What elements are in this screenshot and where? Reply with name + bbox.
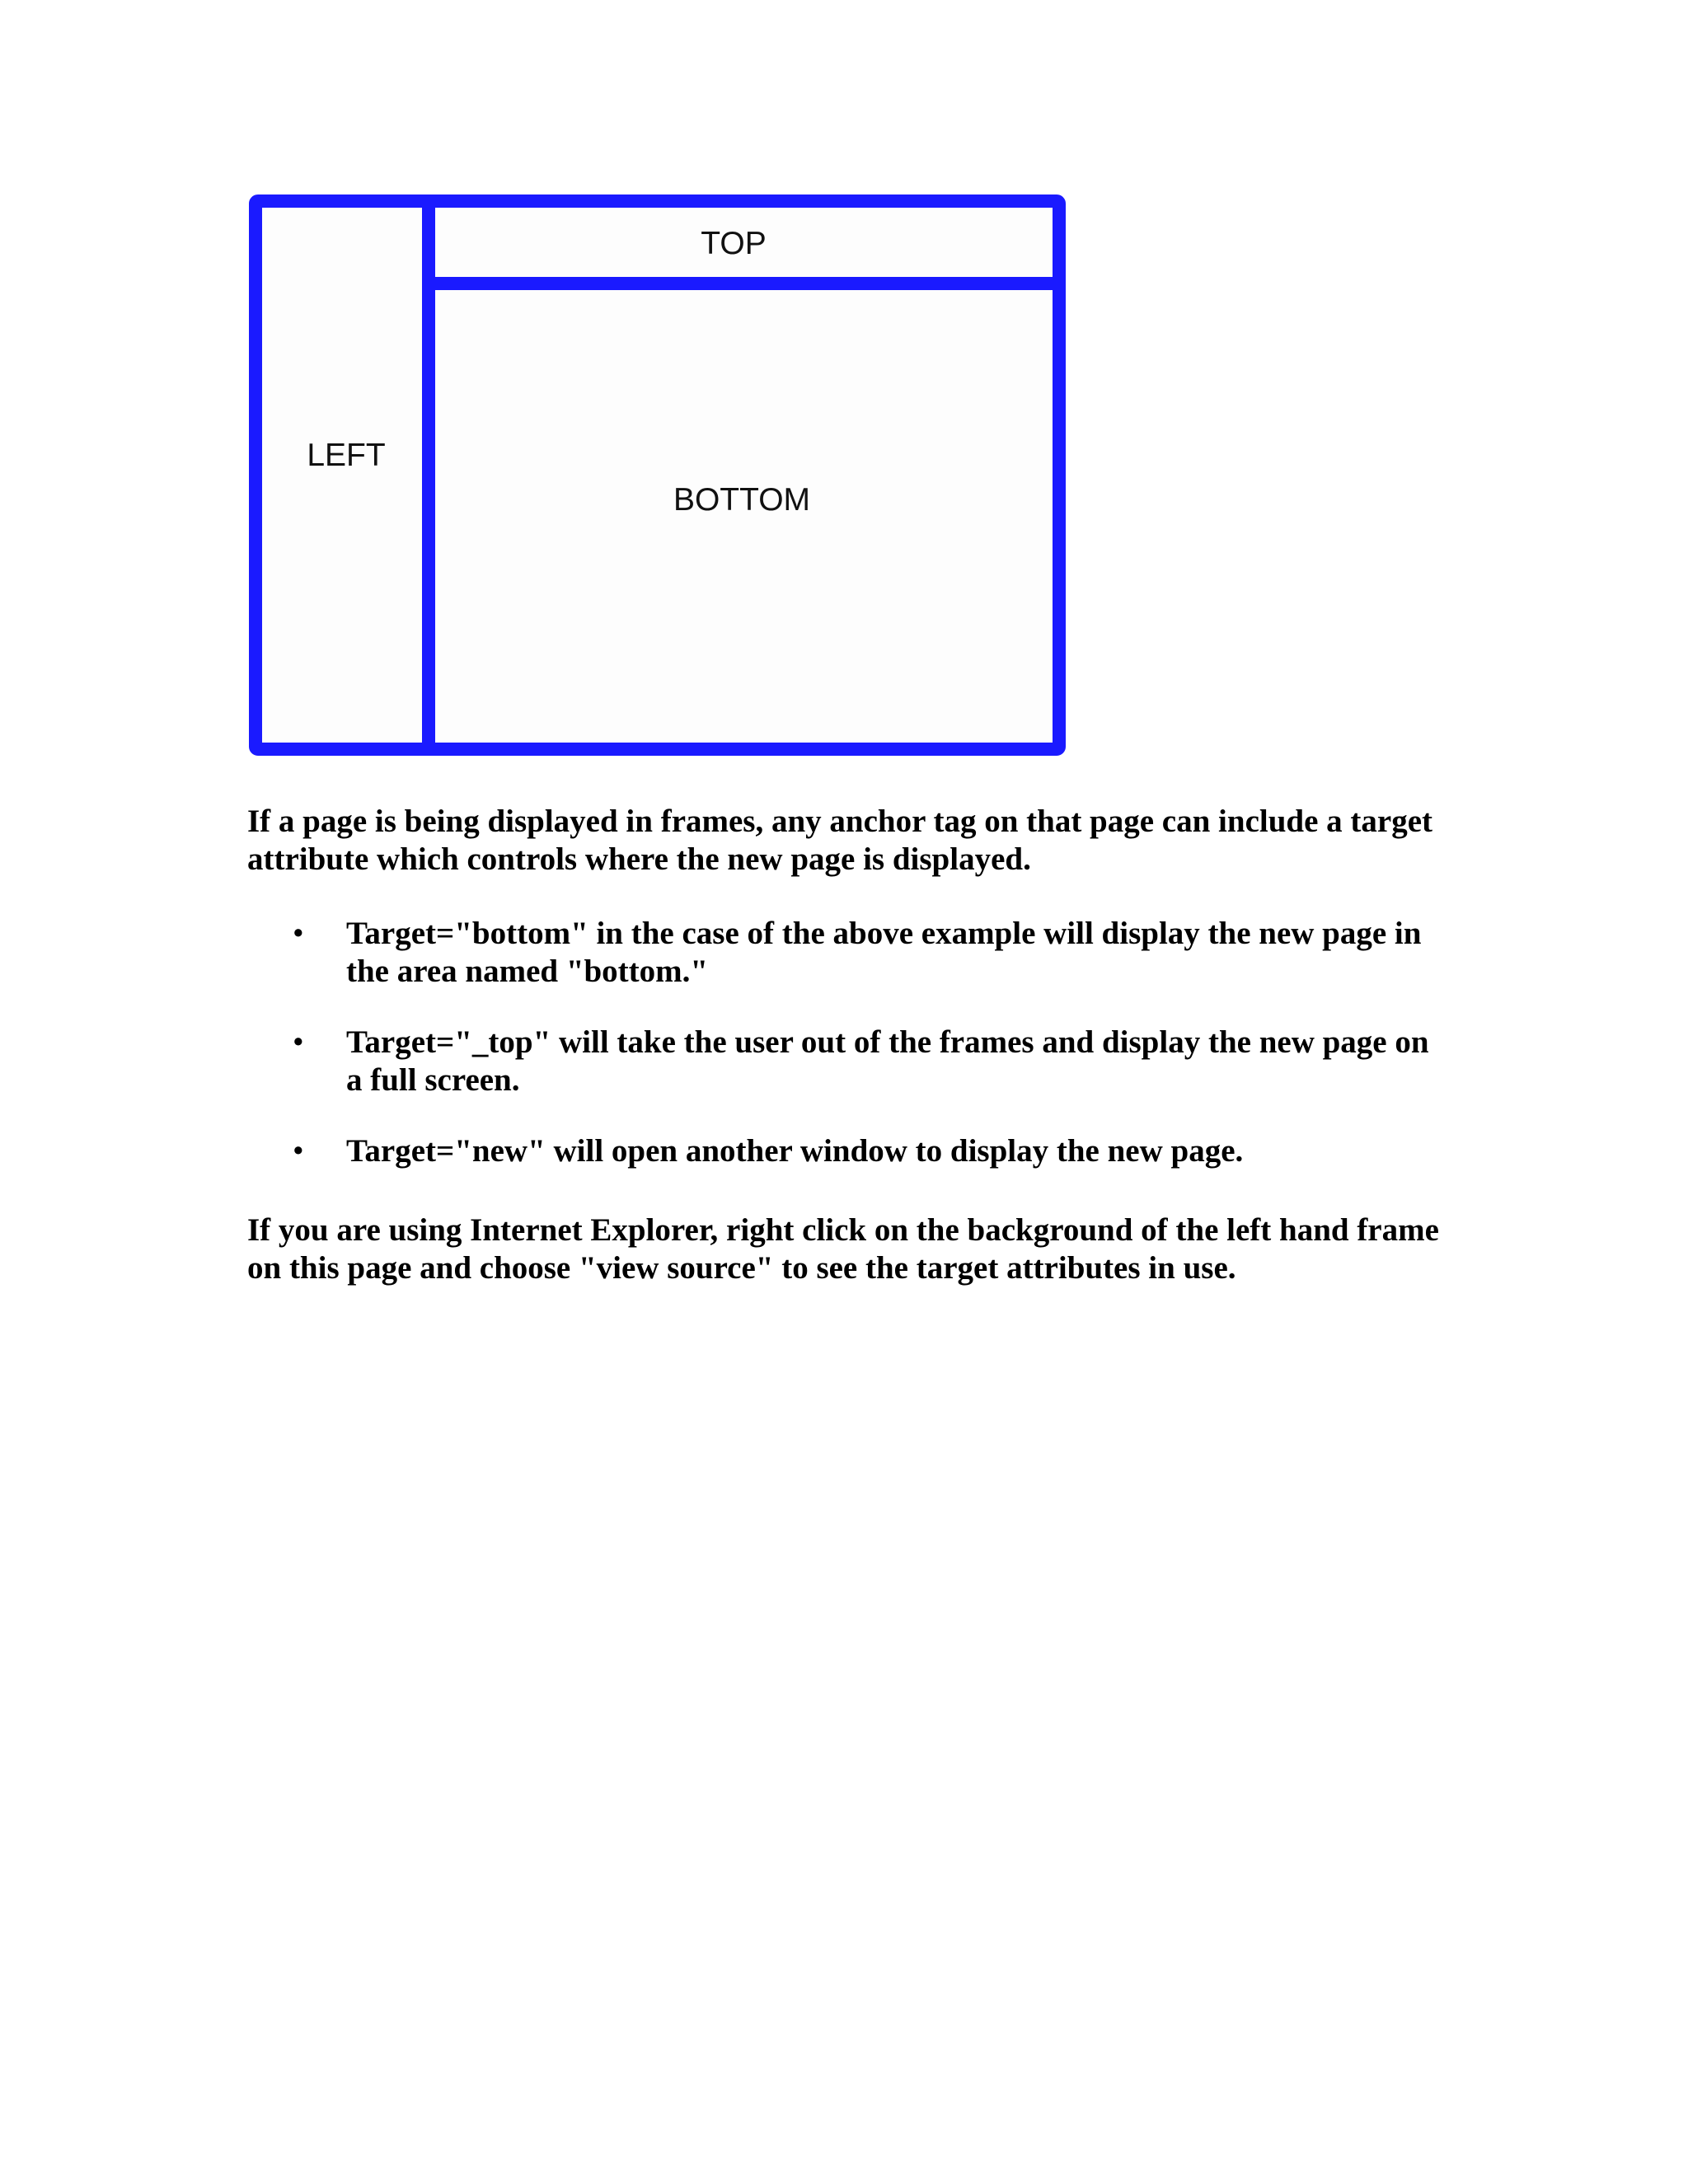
- list-item: [247, 915, 1451, 991]
- bottom-frame-label: BOTTOM: [673, 482, 811, 518]
- bullet-text: Target="new" will open another window to display the new page.: [346, 1133, 1244, 1169]
- target-bullet-list: [247, 915, 1451, 1203]
- top-frame-label: TOP: [701, 226, 767, 261]
- list-item: [247, 1132, 1451, 1170]
- frames-diagram: [249, 194, 1073, 763]
- left-frame-label: LEFT: [307, 438, 386, 473]
- bullet-marker: •: [293, 1133, 304, 1169]
- bullet-marker: •: [293, 1024, 304, 1060]
- list-item: [247, 1024, 1451, 1099]
- bullet-text: Target="_top" will take the user out of the frames and display the new page on a full screen.: [346, 1024, 1429, 1098]
- bullet-text: Target="bottom" in the case of the above example will display the new page in the area named "bottom.": [346, 916, 1422, 989]
- intro-paragraph: If a page is being displayed in frames, any anchor tag on that page can include a target attribute which controls where the new page is displayed.: [247, 804, 1433, 877]
- bullet-marker: •: [293, 916, 304, 951]
- frames-diagram-svg: [249, 194, 1073, 763]
- outro-paragraph: If you are using Internet Explorer, right click on the background of the left hand frame on this page and choose "view source" to see the target attributes in use.: [247, 1212, 1439, 1286]
